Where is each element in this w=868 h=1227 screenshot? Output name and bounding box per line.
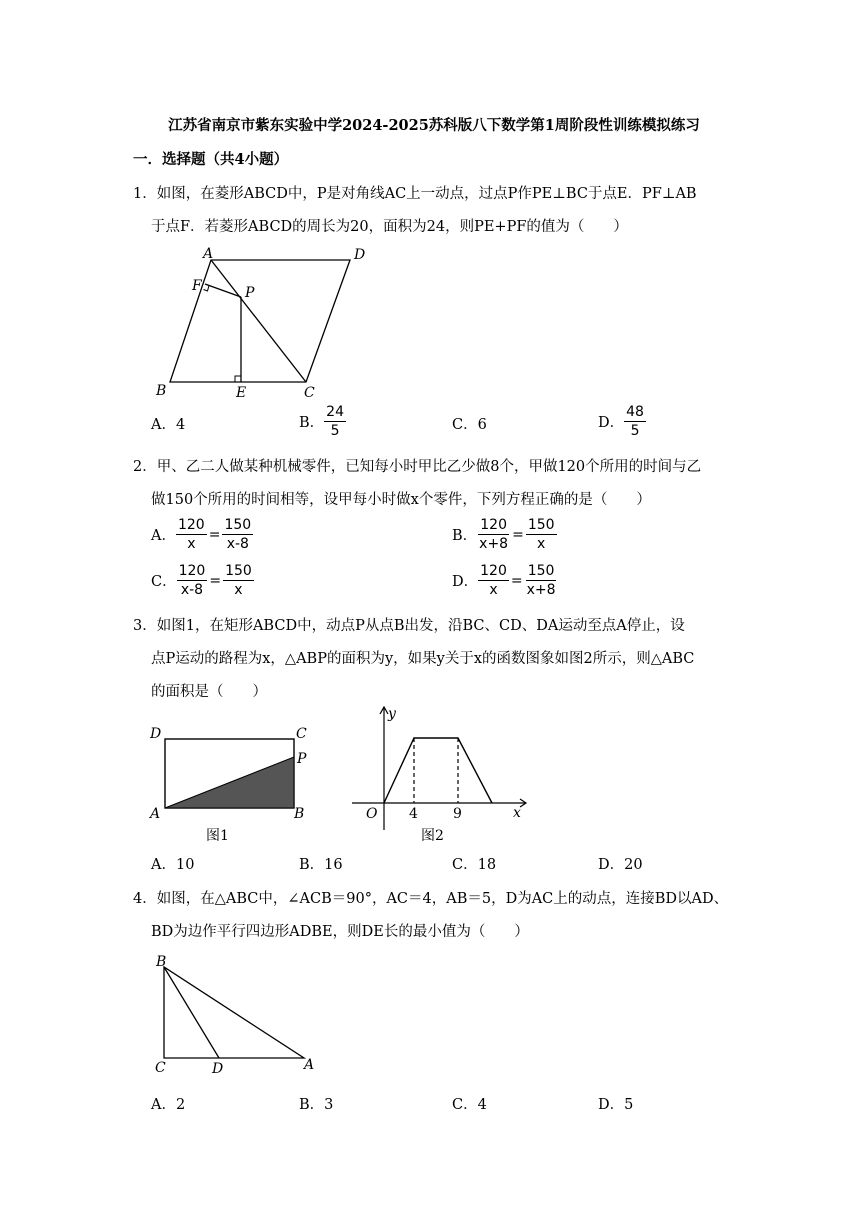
q4-option-c[interactable]: C．4 [452, 1097, 487, 1113]
label-f: F [192, 278, 202, 294]
q3-option-d[interactable]: D．20 [598, 857, 643, 873]
origin-label: O [366, 806, 378, 822]
label-d: D [150, 726, 162, 742]
fraction: $\frac{24}{5}$ [326, 404, 344, 439]
label-a: A [203, 246, 214, 262]
figure-2-caption: 图2 [421, 828, 444, 844]
q4-text-line2: BD为边作平行四边形ADBE，则DE长的最小值为（ ） [151, 924, 529, 940]
section-heading: 一．选择题（共4小题） [133, 151, 289, 168]
q3-text-line1: 3．如图1，在矩形ABCD中，动点P从点B出发，沿BC、CD、DA运动至点A停止，设 [133, 618, 685, 634]
q3-figure-2-graph [345, 702, 530, 852]
right-angle-mark-f [204, 286, 210, 292]
q3-text-line3: 的面积是（ ） [151, 684, 267, 700]
q2-text-line1: 2．甲、乙二人做某种机械零件，已知每小时甲比乙少做8个，甲做120个所用的时间与乙 [133, 459, 702, 475]
q4-option-a[interactable]: A．2 [151, 1097, 186, 1113]
triangle-abp-shaded [165, 757, 294, 808]
q3-text-line2: 点P运动的路程为x，△ABP的面积为y，如果y关于x的函数图象如图2所示，则△ABC [151, 651, 695, 667]
fraction: $\frac{48}{5}$ [626, 404, 644, 439]
segment-pf [205, 284, 241, 297]
label-c: C [296, 726, 307, 742]
q4-option-d[interactable]: D．5 [598, 1097, 634, 1113]
q4-option-b[interactable]: B．3 [299, 1097, 334, 1113]
q2-option-a[interactable]: A． $\frac{120}{x}$ = $\frac{150}{x-8}$ [151, 517, 252, 552]
label-b: B [294, 806, 305, 822]
q1-option-d[interactable]: D． $\frac{48}{5}$ [598, 404, 644, 439]
q1-text-line2: 于点F．若菱形ABCD的周长为20，面积为24，则PE+PF的值为（ ） [151, 219, 628, 235]
q1-option-b[interactable]: B． $\frac{24}{5}$ [299, 404, 344, 439]
q1-option-c[interactable]: C．6 [452, 417, 487, 433]
segment-bd [164, 967, 219, 1058]
label-c: C [304, 385, 315, 401]
q1-option-a[interactable]: A．4 [151, 417, 186, 433]
q3-option-a[interactable]: A．10 [151, 857, 195, 873]
tick-label-9: 9 [453, 806, 462, 822]
right-angle-mark-e [235, 376, 241, 382]
q4-triangle-figure [148, 950, 320, 1078]
q2-option-d[interactable]: D． $\frac{120}{x}$ = $\frac{150}{x+8}$ [452, 563, 556, 598]
label-e: E [236, 385, 247, 401]
q3-figure-1 [145, 720, 320, 850]
label-d: D [354, 247, 366, 263]
figure-1-caption: 图1 [206, 828, 229, 844]
diagonal-ac [211, 260, 306, 382]
label-c: C [155, 1060, 166, 1076]
q4-text-line1: 4．如图，在△ABC中，∠ACB＝90°，AC＝4，AB＝5，D为AC上的动点，连接BD以AD、 [133, 891, 729, 907]
label-b: B [156, 383, 167, 399]
q3-option-c[interactable]: C．18 [452, 857, 497, 873]
triangle-abc [164, 967, 304, 1058]
q3-option-b[interactable]: B．16 [299, 857, 343, 873]
q1-rhombus-figure [150, 245, 380, 403]
q2-text-line2: 做150个所用的时间相等，设甲每小时做x个零件，下列方程正确的是（ ） [151, 492, 651, 508]
label-a: A [150, 806, 161, 822]
label-b: B [156, 954, 167, 970]
q1-text-line1: 1．如图，在菱形ABCD中，P是对角线AC上一动点，过点P作PE⊥BC于点E．PF⊥AB [133, 186, 697, 202]
label-p: P [245, 285, 255, 301]
q2-option-c[interactable]: C． $\frac{120}{x-8}$ = $\frac{150}{x}$ [151, 563, 252, 598]
axis-label-x: x [513, 805, 521, 821]
label-a: A [304, 1057, 315, 1073]
q2-option-b[interactable]: B． $\frac{120}{x+8}$ = $\frac{150}{x}$ [452, 517, 555, 552]
axis-label-y: y [388, 706, 396, 722]
document-title: 江苏省南京市紫东实验中学2024-2025苏科版八下数学第1周阶段性训练模拟练习 [168, 117, 700, 134]
label-p: P [297, 751, 307, 767]
label-d: D [212, 1061, 224, 1077]
function-graph [384, 738, 492, 803]
tick-label-4: 4 [409, 806, 418, 822]
